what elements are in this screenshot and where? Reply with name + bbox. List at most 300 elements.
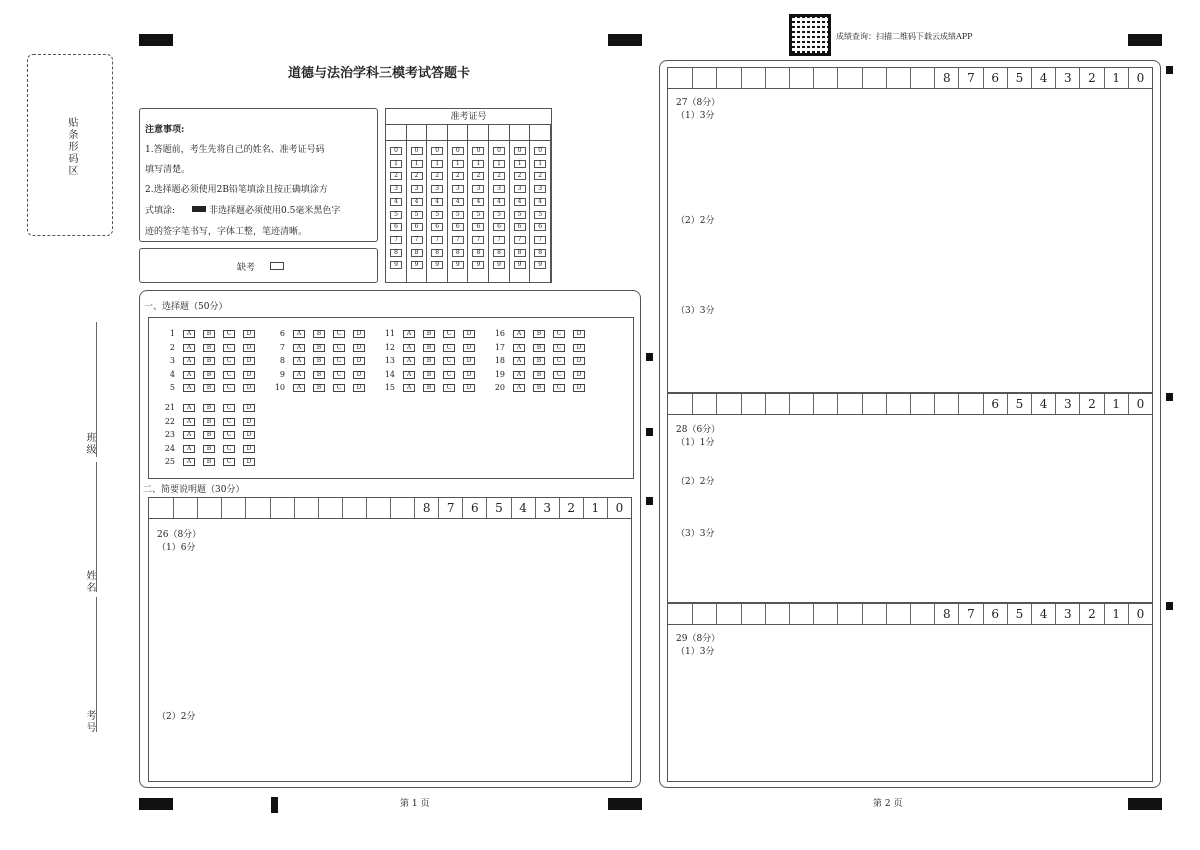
choice-bubble[interactable]: B — [423, 344, 435, 352]
choice-row — [491, 356, 601, 366]
admission-bubble[interactable]: 1 — [431, 160, 443, 168]
timing-mark — [1166, 66, 1173, 74]
choice-bubble[interactable]: C — [443, 330, 455, 338]
choice-bubble[interactable]: D — [243, 384, 255, 392]
choice-bubble[interactable]: D — [353, 344, 365, 352]
q26-answer-area[interactable] — [148, 519, 632, 782]
choice-bubble[interactable]: A — [403, 357, 415, 365]
admission-write-cell[interactable] — [386, 125, 407, 141]
admission-bubble[interactable]: 0 — [493, 147, 505, 155]
qr-caption: 成绩查询：扫描二维码下载云成绩APP — [836, 32, 973, 41]
choice-bubble[interactable]: A — [183, 357, 195, 365]
admission-bubble[interactable]: 2 — [514, 172, 526, 180]
score-cell[interactable]: 8 — [414, 498, 438, 518]
choice-bubble[interactable]: D — [243, 458, 255, 466]
absent-label: 缺考 — [237, 263, 256, 273]
admission-bubble[interactable]: 4 — [472, 198, 484, 206]
admission-bubble[interactable]: 8 — [390, 249, 402, 257]
choice-bubble[interactable]: A — [293, 357, 305, 365]
choice-bubble[interactable]: D — [573, 357, 585, 365]
score-blank-cell — [765, 604, 789, 624]
choice-bubble[interactable]: A — [513, 371, 525, 379]
score-cell[interactable]: 4 — [511, 498, 535, 518]
admission-bubble[interactable]: 9 — [452, 261, 464, 269]
admission-bubble[interactable]: 1 — [390, 160, 402, 168]
barcode-area-label: 贴条形码区 — [66, 117, 77, 177]
question-number: 12 — [384, 342, 395, 352]
score-cell[interactable]: 7 — [958, 68, 982, 88]
choice-bubble[interactable]: B — [533, 371, 545, 379]
choice-bubble[interactable]: C — [223, 418, 235, 426]
score-blank-cell — [886, 604, 910, 624]
choice-area — [148, 317, 634, 479]
choice-bubble[interactable]: D — [463, 357, 475, 365]
q28-answer-area[interactable] — [667, 415, 1153, 603]
choice-bubble[interactable]: A — [293, 344, 305, 352]
choice-bubble[interactable]: C — [223, 445, 235, 453]
score-cell[interactable]: 6 — [983, 394, 1007, 414]
admission-bubble[interactable]: 5 — [472, 211, 484, 219]
choice-bubble[interactable]: A — [403, 384, 415, 392]
admission-box — [385, 108, 552, 283]
score-cell[interactable]: 3 — [1055, 604, 1079, 624]
admission-bubble[interactable]: 7 — [472, 236, 484, 244]
score-cell[interactable]: 2 — [1079, 394, 1103, 414]
admission-bubble[interactable]: 7 — [411, 236, 423, 244]
choice-bubble[interactable]: B — [313, 371, 325, 379]
choice-bubble[interactable]: C — [553, 344, 565, 352]
choice-bubble[interactable]: B — [423, 330, 435, 338]
choice-bubble[interactable]: A — [183, 384, 195, 392]
choice-bubble[interactable]: A — [293, 330, 305, 338]
choice-bubble[interactable]: D — [243, 404, 255, 412]
choice-bubble[interactable]: C — [443, 344, 455, 352]
admission-bubble[interactable]: 1 — [411, 160, 423, 168]
admission-bubble[interactable]: 6 — [411, 223, 423, 231]
choice-row — [491, 343, 601, 353]
score-blank-cell — [741, 394, 765, 414]
admission-bubble[interactable]: 8 — [472, 249, 484, 257]
score-blank-cell — [692, 68, 716, 88]
admission-bubble[interactable]: 4 — [390, 198, 402, 206]
score-blank-cell — [886, 394, 910, 414]
score-cell[interactable]: 7 — [438, 498, 462, 518]
choice-bubble[interactable]: A — [183, 371, 195, 379]
admission-bubble[interactable]: 7 — [431, 236, 443, 244]
admission-bubble[interactable]: 1 — [514, 160, 526, 168]
choice-bubble[interactable]: A — [293, 384, 305, 392]
choice-bubble[interactable]: B — [313, 357, 325, 365]
admission-bubble[interactable]: 2 — [534, 172, 546, 180]
admission-bubble[interactable]: 8 — [493, 249, 505, 257]
admission-bubble[interactable]: 0 — [411, 147, 423, 155]
score-blank-cell — [668, 394, 692, 414]
choice-bubble[interactable]: D — [573, 384, 585, 392]
name-label: 姓名 — [84, 570, 95, 594]
choice-bubble[interactable]: A — [403, 371, 415, 379]
choice-row — [491, 329, 601, 339]
score-blank-cell — [716, 394, 740, 414]
choice-bubble[interactable]: A — [513, 330, 525, 338]
q27-part3: （3）3分 — [676, 306, 715, 316]
q28-title: 28（6分） — [676, 425, 721, 435]
choice-row — [381, 370, 491, 380]
choice-bubble[interactable]: C — [443, 357, 455, 365]
score-cell[interactable]: 2 — [559, 498, 583, 518]
choice-bubble[interactable]: D — [243, 357, 255, 365]
choice-bubble[interactable]: C — [333, 330, 345, 338]
admission-write-cell[interactable] — [448, 125, 469, 141]
score-cell[interactable]: 0 — [607, 498, 631, 518]
choice-bubble[interactable]: C — [223, 384, 235, 392]
choice-bubble[interactable]: A — [293, 371, 305, 379]
choice-bubble[interactable]: B — [533, 344, 545, 352]
score-cell[interactable]: 0 — [1128, 394, 1152, 414]
admission-bubble[interactable]: 4 — [411, 198, 423, 206]
choice-bubble[interactable]: B — [203, 431, 215, 439]
admission-bubble[interactable]: 9 — [534, 261, 546, 269]
question-number: 24 — [164, 443, 175, 453]
admission-bubble[interactable]: 9 — [390, 261, 402, 269]
choice-bubble[interactable]: D — [463, 330, 475, 338]
timing-mark — [139, 798, 173, 810]
score-blank-cell — [813, 68, 837, 88]
choice-bubble[interactable]: C — [223, 330, 235, 338]
admission-write-cell[interactable] — [510, 125, 531, 141]
admission-bubble[interactable]: 3 — [534, 185, 546, 193]
choice-bubble[interactable]: B — [203, 371, 215, 379]
score-cell[interactable]: 6 — [983, 604, 1007, 624]
choice-bubble[interactable]: A — [183, 445, 195, 453]
choice-bubble[interactable]: C — [223, 344, 235, 352]
admission-bubble[interactable]: 7 — [514, 236, 526, 244]
admission-bubble[interactable]: 6 — [493, 223, 505, 231]
admission-write-cell[interactable] — [530, 125, 551, 141]
admission-bubble[interactable]: 0 — [534, 147, 546, 155]
admission-bubble[interactable]: 1 — [472, 160, 484, 168]
choice-bubble[interactable]: C — [443, 384, 455, 392]
admission-bubble[interactable]: 3 — [411, 185, 423, 193]
admission-bubble[interactable]: 9 — [514, 261, 526, 269]
choice-row — [161, 356, 271, 366]
choice-bubble[interactable]: B — [533, 330, 545, 338]
question-number: 22 — [164, 416, 175, 426]
score-blank-cell — [221, 498, 245, 518]
choice-bubble[interactable]: A — [183, 344, 195, 352]
admission-bubble[interactable]: 0 — [452, 147, 464, 155]
admission-bubble[interactable]: 3 — [390, 185, 402, 193]
admission-bubble[interactable]: 3 — [452, 185, 464, 193]
score-cell[interactable]: 0 — [1128, 68, 1152, 88]
notice-line: 迹的签字笔书写，字体工整，笔迹清晰。 — [145, 227, 308, 237]
question-number: 10 — [274, 383, 285, 392]
admission-bubble[interactable]: 6 — [534, 223, 546, 231]
timing-mark — [608, 798, 642, 810]
choice-row — [161, 329, 271, 339]
admission-write-cell[interactable] — [427, 125, 448, 141]
admission-bubble[interactable]: 8 — [431, 249, 443, 257]
admission-bubble[interactable]: 9 — [472, 261, 484, 269]
admission-bubble[interactable]: 7 — [452, 236, 464, 244]
admission-bubble[interactable]: 2 — [411, 172, 423, 180]
question-number: 6 — [279, 329, 285, 338]
choice-bubble[interactable]: B — [203, 445, 215, 453]
score-blank-cell — [741, 604, 765, 624]
choice-bubble[interactable]: D — [243, 445, 255, 453]
page-title: 道德与法治学科三模考试答题卡 — [288, 66, 471, 81]
admission-bubble[interactable]: 0 — [472, 147, 484, 155]
score-cell[interactable]: 5 — [1007, 604, 1031, 624]
choice-bubble[interactable]: D — [243, 418, 255, 426]
score-cell[interactable]: 1 — [1104, 604, 1128, 624]
choice-bubble[interactable]: B — [423, 384, 435, 392]
score-cell[interactable]: 7 — [958, 604, 982, 624]
admission-bubble[interactable]: 9 — [431, 261, 443, 269]
choice-bubble[interactable]: C — [223, 458, 235, 466]
admission-bubble[interactable]: 7 — [390, 236, 402, 244]
section2-title: 二、简要说明题（30分） — [143, 485, 245, 495]
score-cell[interactable]: 6 — [983, 68, 1007, 88]
choice-bubble[interactable]: D — [353, 384, 365, 392]
timing-mark — [646, 428, 653, 436]
choice-bubble[interactable]: C — [223, 404, 235, 412]
admission-bubble[interactable]: 6 — [452, 223, 464, 231]
admission-bubble[interactable]: 5 — [534, 211, 546, 219]
choice-bubble[interactable]: B — [423, 357, 435, 365]
choice-bubble[interactable]: B — [203, 357, 215, 365]
notice-line: 2.选择题必须使用2B铅笔填涂且按正确填涂方 — [145, 185, 328, 195]
admission-bubble[interactable]: 5 — [514, 211, 526, 219]
choice-bubble[interactable]: D — [463, 344, 475, 352]
choice-bubble[interactable]: C — [333, 344, 345, 352]
admission-write-cell[interactable] — [468, 125, 489, 141]
choice-bubble[interactable]: A — [183, 404, 195, 412]
admission-bubble[interactable]: 6 — [390, 223, 402, 231]
question-number: 16 — [494, 329, 505, 338]
choice-bubble[interactable]: A — [403, 344, 415, 352]
admission-bubble[interactable]: 9 — [411, 261, 423, 269]
choice-bubble[interactable]: A — [513, 357, 525, 365]
score-cell[interactable]: 4 — [1031, 604, 1055, 624]
admission-bubble[interactable]: 5 — [431, 211, 443, 219]
choice-bubble[interactable]: C — [223, 371, 235, 379]
admission-bubble[interactable]: 4 — [431, 198, 443, 206]
admission-bubble[interactable]: 2 — [390, 172, 402, 180]
score-cell[interactable]: 1 — [1104, 68, 1128, 88]
admission-bubble[interactable]: 8 — [534, 249, 546, 257]
question-number: 20 — [494, 383, 505, 392]
score-blank-cell — [837, 68, 861, 88]
q26-part1: （1）6分 — [157, 543, 196, 553]
choice-bubble[interactable]: B — [313, 344, 325, 352]
admission-bubble[interactable]: 7 — [493, 236, 505, 244]
choice-bubble[interactable]: B — [313, 384, 325, 392]
choice-bubble[interactable]: B — [313, 330, 325, 338]
question-number: 14 — [384, 369, 395, 379]
choice-bubble[interactable]: D — [573, 330, 585, 338]
choice-row — [381, 356, 491, 366]
score-cell[interactable]: 0 — [1128, 604, 1152, 624]
score-cell[interactable]: 5 — [486, 498, 510, 518]
admission-bubble[interactable]: 3 — [514, 185, 526, 193]
score-blank-cell — [789, 68, 813, 88]
score-blank-cell — [716, 604, 740, 624]
choice-bubble[interactable]: B — [203, 344, 215, 352]
choice-bubble[interactable]: D — [573, 371, 585, 379]
choice-bubble[interactable]: D — [243, 344, 255, 352]
score-cell[interactable]: 8 — [934, 68, 958, 88]
score-cell[interactable]: 4 — [1031, 394, 1055, 414]
admission-bubble[interactable]: 0 — [431, 147, 443, 155]
choice-bubble[interactable]: C — [223, 357, 235, 365]
choice-bubble[interactable]: D — [573, 344, 585, 352]
admission-bubble[interactable]: 0 — [390, 147, 402, 155]
choice-bubble[interactable]: C — [333, 384, 345, 392]
absent-checkbox[interactable] — [270, 262, 284, 270]
choice-row — [161, 417, 271, 427]
score-blank-cell — [692, 604, 716, 624]
admission-bubble[interactable]: 2 — [493, 172, 505, 180]
admission-bubble[interactable]: 6 — [472, 223, 484, 231]
admission-bubble[interactable]: 4 — [534, 198, 546, 206]
score-cell[interactable]: 8 — [934, 604, 958, 624]
question-number: 7 — [279, 342, 285, 352]
admission-bubble[interactable]: 8 — [452, 249, 464, 257]
score-cell[interactable]: 2 — [1079, 604, 1103, 624]
score-cell[interactable]: 2 — [1079, 68, 1103, 88]
admission-bubble[interactable]: 3 — [472, 185, 484, 193]
q28-score-row — [667, 393, 1153, 415]
admission-bubble[interactable]: 4 — [493, 198, 505, 206]
admission-bubble[interactable]: 1 — [493, 160, 505, 168]
absent-box — [139, 248, 378, 283]
choice-row — [491, 370, 601, 380]
choice-bubble[interactable]: D — [243, 330, 255, 338]
admission-bubble[interactable]: 2 — [452, 172, 464, 180]
question-number: 21 — [164, 403, 175, 412]
admission-bubble[interactable]: 6 — [514, 223, 526, 231]
admission-bubble[interactable]: 8 — [514, 249, 526, 257]
admission-bubble[interactable]: 5 — [390, 211, 402, 219]
admission-bubble[interactable]: 4 — [452, 198, 464, 206]
choice-bubble[interactable]: B — [533, 357, 545, 365]
admission-bubble[interactable]: 4 — [514, 198, 526, 206]
score-cell[interactable]: 6 — [462, 498, 486, 518]
score-blank-cell — [668, 68, 692, 88]
q29-answer-area[interactable] — [667, 625, 1153, 782]
admission-bubble[interactable]: 0 — [514, 147, 526, 155]
question-number: 13 — [384, 356, 395, 365]
admission-bubble[interactable]: 6 — [431, 223, 443, 231]
choice-bubble[interactable]: A — [183, 431, 195, 439]
choice-bubble[interactable]: B — [203, 458, 215, 466]
choice-bubble[interactable]: C — [333, 357, 345, 365]
filled-sample-icon — [192, 206, 206, 212]
score-cell[interactable]: 3 — [1055, 394, 1079, 414]
admission-write-cell[interactable] — [407, 125, 428, 141]
q27-part2: （2）2分 — [676, 216, 715, 226]
score-blank-cell — [765, 68, 789, 88]
choice-bubble[interactable]: D — [243, 431, 255, 439]
choice-bubble[interactable]: D — [353, 371, 365, 379]
choice-bubble[interactable]: D — [463, 384, 475, 392]
admission-bubble[interactable]: 2 — [472, 172, 484, 180]
score-blank-cell — [149, 498, 173, 518]
choice-bubble[interactable]: B — [203, 384, 215, 392]
admission-bubble[interactable]: 3 — [431, 185, 443, 193]
choice-bubble[interactable]: D — [353, 330, 365, 338]
admission-bubble[interactable]: 3 — [493, 185, 505, 193]
score-cell[interactable]: 3 — [1055, 68, 1079, 88]
choice-row — [161, 444, 271, 454]
choice-row — [161, 430, 271, 440]
question-number: 8 — [279, 356, 285, 365]
timing-mark — [1166, 393, 1173, 401]
q28-part3: （3）3分 — [676, 529, 715, 539]
question-number: 25 — [164, 457, 175, 466]
score-cell[interactable]: 1 — [583, 498, 607, 518]
choice-bubble[interactable]: B — [533, 384, 545, 392]
choice-bubble[interactable]: C — [553, 357, 565, 365]
score-cell[interactable]: 5 — [1007, 394, 1031, 414]
choice-bubble[interactable]: A — [183, 330, 195, 338]
choice-bubble[interactable]: B — [203, 404, 215, 412]
choice-bubble[interactable]: A — [183, 418, 195, 426]
admission-bubble[interactable]: 2 — [431, 172, 443, 180]
admission-bubble[interactable]: 5 — [411, 211, 423, 219]
choice-bubble[interactable]: D — [353, 357, 365, 365]
score-blank-cell — [837, 604, 861, 624]
choice-bubble[interactable]: C — [553, 371, 565, 379]
choice-bubble[interactable]: B — [203, 330, 215, 338]
timing-mark — [1128, 34, 1162, 46]
admission-write-cell[interactable] — [489, 125, 510, 141]
choice-bubble[interactable]: B — [423, 371, 435, 379]
score-cell[interactable]: 5 — [1007, 68, 1031, 88]
choice-bubble[interactable]: D — [463, 371, 475, 379]
admission-bubble[interactable]: 9 — [493, 261, 505, 269]
choice-bubble[interactable]: C — [223, 431, 235, 439]
admission-bubble[interactable]: 1 — [534, 160, 546, 168]
admission-bubble[interactable]: 5 — [452, 211, 464, 219]
score-blank-cell — [270, 498, 294, 518]
choice-bubble[interactable]: B — [203, 418, 215, 426]
choice-bubble[interactable]: A — [513, 384, 525, 392]
choice-row — [381, 383, 491, 393]
timing-mark — [1128, 798, 1162, 810]
choice-bubble[interactable]: A — [513, 344, 525, 352]
choice-bubble[interactable]: D — [243, 371, 255, 379]
score-cell[interactable]: 1 — [1104, 394, 1128, 414]
score-blank-cell — [813, 604, 837, 624]
admission-bubble[interactable]: 5 — [493, 211, 505, 219]
score-cell[interactable]: 3 — [535, 498, 559, 518]
choice-bubble[interactable]: A — [403, 330, 415, 338]
score-cell[interactable]: 4 — [1031, 68, 1055, 88]
q29-score-row — [667, 603, 1153, 625]
choice-bubble[interactable]: A — [183, 458, 195, 466]
notice-box — [139, 108, 378, 242]
admission-bubble[interactable]: 1 — [452, 160, 464, 168]
choice-bubble[interactable]: C — [443, 371, 455, 379]
choice-bubble[interactable]: C — [553, 384, 565, 392]
admission-bubble[interactable]: 8 — [411, 249, 423, 257]
choice-bubble[interactable]: C — [333, 371, 345, 379]
choice-bubble[interactable]: C — [553, 330, 565, 338]
choice-row — [271, 329, 381, 339]
q27-answer-area[interactable] — [667, 89, 1153, 393]
admission-bubble[interactable]: 7 — [534, 236, 546, 244]
